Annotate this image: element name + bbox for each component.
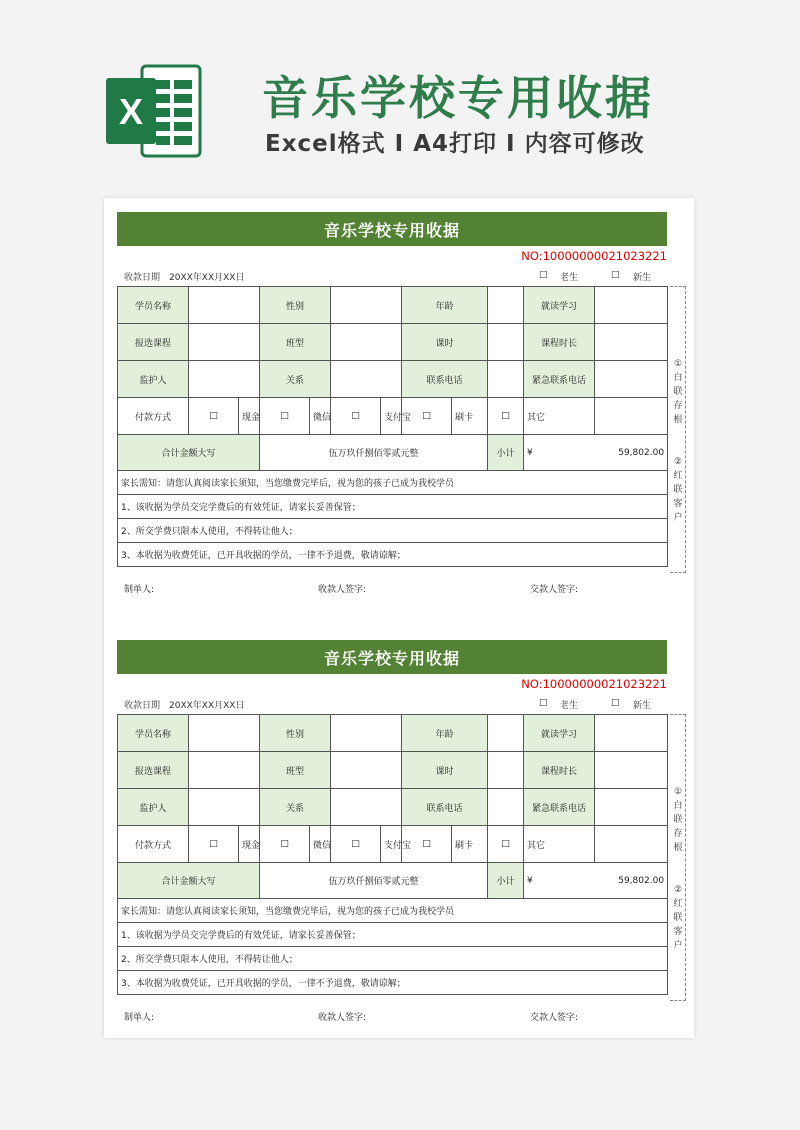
receipt-table (117, 714, 668, 995)
gender-label: 性别 (260, 715, 331, 752)
payee-signature-label: 收款人签字: (318, 585, 367, 595)
subtotal-value-cell[interactable] (524, 435, 668, 471)
date-label: 收款日期 (124, 273, 161, 283)
payment-method-label: 付款方式 (118, 398, 189, 435)
currency-symbol: ¥ (527, 875, 533, 886)
other-checkbox[interactable]: □ (488, 398, 524, 435)
phone-field[interactable] (488, 361, 524, 398)
page-title: 音乐学校专用收据 (262, 71, 654, 125)
maker-signature-label: 制单人: (124, 585, 155, 595)
new-student-label: 新生 (633, 273, 652, 283)
lesson-hours-label: 课时 (402, 752, 488, 789)
signature-row (117, 1010, 667, 1026)
phone-field[interactable] (488, 789, 524, 826)
new-student-label: 新生 (633, 701, 652, 711)
subtotal-value: 59,802.00 (618, 447, 665, 458)
student-name-label: 学员名称 (118, 287, 189, 324)
student-name-label: 学员名称 (118, 715, 189, 752)
receipt-stub (670, 286, 686, 573)
class-type-field[interactable] (331, 324, 402, 361)
guardian-field[interactable] (189, 789, 260, 826)
signature-row (117, 582, 667, 598)
emergency-phone-field[interactable] (595, 361, 668, 398)
total-words-label: 合计金额大写 (118, 863, 260, 899)
excel-logo-letter: X (118, 91, 144, 132)
student-name-field[interactable] (189, 715, 260, 752)
study-field[interactable] (595, 715, 668, 752)
subtotal-value-cell[interactable] (524, 863, 668, 899)
notice-line: 2、所交学费只限本人使用，不得转让他人； (118, 947, 668, 971)
card-checkbox[interactable]: □ (402, 826, 452, 863)
wechat-label: 微信 (310, 398, 331, 435)
relation-label: 关系 (260, 789, 331, 826)
age-field[interactable] (488, 715, 524, 752)
receipt-stub (670, 714, 686, 1001)
gender-label: 性别 (260, 287, 331, 324)
emergency-phone-label: 紧急联系电话 (524, 789, 595, 826)
other-checkbox[interactable]: □ (488, 826, 524, 863)
date-value[interactable]: 20XX年XX月XX日 (169, 273, 245, 283)
card-label: 刷卡 (452, 398, 488, 435)
payment-method-label: 付款方式 (118, 826, 189, 863)
study-field[interactable] (595, 287, 668, 324)
lesson-hours-field[interactable] (488, 324, 524, 361)
lesson-hours-label: 课时 (402, 324, 488, 361)
new-student-checkbox[interactable]: □ (611, 698, 620, 708)
stub-white-copy: ① 白 联 存 根 (673, 787, 683, 853)
phone-label: 联系电话 (402, 361, 488, 398)
other-label: 其它 (524, 826, 595, 863)
maker-signature-label: 制单人: (124, 1013, 155, 1023)
old-student-checkbox[interactable]: □ (539, 698, 548, 708)
emergency-phone-label: 紧急联系电话 (524, 361, 595, 398)
card-label: 刷卡 (452, 826, 488, 863)
relation-label: 关系 (260, 361, 331, 398)
course-label: 报选课程 (118, 752, 189, 789)
notice-line: 2、所交学费只限本人使用，不得转让他人； (118, 519, 668, 543)
receipt-title: 音乐学校专用收据 (117, 640, 667, 674)
excel-icon (104, 62, 204, 160)
receipt (104, 626, 694, 1036)
receipt-date-row (117, 268, 667, 286)
new-student-checkbox[interactable]: □ (611, 270, 620, 280)
study-label: 就读学习 (524, 287, 595, 324)
payer-signature-label: 交款人签字: (530, 1013, 579, 1023)
page-header (0, 0, 800, 195)
notice-line: 1、该收据为学员交完学费后的有效凭证，请家长妥善保管； (118, 495, 668, 519)
course-duration-field[interactable] (595, 752, 668, 789)
lesson-hours-field[interactable] (488, 752, 524, 789)
page-subtitle: Excel格式 I A4打印 I 内容可修改 (265, 131, 645, 157)
subtotal-label: 小计 (488, 435, 524, 471)
alipay-label: 支付宝 (381, 826, 402, 863)
course-duration-field[interactable] (595, 324, 668, 361)
cash-checkbox[interactable]: □ (189, 398, 239, 435)
cash-label: 现金 (239, 398, 260, 435)
stub-red-copy: ② 红 联 客 户 (673, 885, 683, 951)
receipt-table (117, 286, 668, 567)
wechat-label: 微信 (310, 826, 331, 863)
subtotal-value: 59,802.00 (618, 875, 665, 886)
alipay-label: 支付宝 (381, 398, 402, 435)
class-type-label: 班型 (260, 324, 331, 361)
class-type-field[interactable] (331, 752, 402, 789)
receipt-title: 音乐学校专用收据 (117, 212, 667, 246)
guardian-label: 监护人 (118, 789, 189, 826)
date-value[interactable]: 20XX年XX月XX日 (169, 701, 245, 711)
a4-paper (104, 198, 694, 1038)
course-label: 报选课程 (118, 324, 189, 361)
card-checkbox[interactable]: □ (402, 398, 452, 435)
emergency-phone-field[interactable] (595, 789, 668, 826)
receipt-number: NO:10000000021023221 (521, 677, 667, 691)
total-words-value[interactable]: 伍万玖仟捌佰零贰元整 (260, 863, 488, 899)
phone-label: 联系电话 (402, 789, 488, 826)
payment-blank (595, 398, 668, 435)
payer-signature-label: 交款人签字: (530, 585, 579, 595)
receipt-number: NO:10000000021023221 (521, 249, 667, 263)
gender-field[interactable] (331, 715, 402, 752)
notice-line: 3、本收据为收费凭证，已开具收据的学员，一律不予退费，敬请谅解； (118, 543, 668, 567)
total-words-value[interactable]: 伍万玖仟捌佰零贰元整 (260, 435, 488, 471)
guardian-label: 监护人 (118, 361, 189, 398)
subtotal-label: 小计 (488, 863, 524, 899)
stub-red-copy: ② 红 联 客 户 (673, 457, 683, 523)
notice-line: 家长需知：请您认真阅读家长须知，当您缴费完毕后，视为您的孩子已成为我校学员 (118, 471, 668, 495)
wechat-checkbox[interactable]: □ (260, 398, 310, 435)
wechat-checkbox[interactable]: □ (260, 826, 310, 863)
notice-line: 3、本收据为收费凭证，已开具收据的学员，一律不予退费，敬请谅解； (118, 971, 668, 995)
receipt (104, 198, 694, 608)
course-duration-label: 课程时长 (524, 752, 595, 789)
date-label: 收款日期 (124, 701, 161, 711)
age-label: 年龄 (402, 287, 488, 324)
cash-checkbox[interactable]: □ (189, 826, 239, 863)
cash-label: 现金 (239, 826, 260, 863)
other-label: 其它 (524, 398, 595, 435)
course-field[interactable] (189, 752, 260, 789)
currency-symbol: ¥ (527, 447, 533, 458)
relation-field[interactable] (331, 361, 402, 398)
notice-line: 1、该收据为学员交完学费后的有效凭证，请家长妥善保管； (118, 923, 668, 947)
gender-field[interactable] (331, 287, 402, 324)
old-student-label: 老生 (560, 701, 579, 711)
guardian-field[interactable] (189, 361, 260, 398)
old-student-checkbox[interactable]: □ (539, 270, 548, 280)
course-field[interactable] (189, 324, 260, 361)
age-field[interactable] (488, 287, 524, 324)
old-student-label: 老生 (560, 273, 579, 283)
alipay-checkbox[interactable]: □ (331, 398, 381, 435)
total-words-label: 合计金额大写 (118, 435, 260, 471)
stub-white-copy: ① 白 联 存 根 (673, 359, 683, 425)
study-label: 就读学习 (524, 715, 595, 752)
age-label: 年龄 (402, 715, 488, 752)
payment-blank (595, 826, 668, 863)
class-type-label: 班型 (260, 752, 331, 789)
notice-line: 家长需知：请您认真阅读家长须知，当您缴费完毕后，视为您的孩子已成为我校学员 (118, 899, 668, 923)
course-duration-label: 课程时长 (524, 324, 595, 361)
student-name-field[interactable] (189, 287, 260, 324)
alipay-checkbox[interactable]: □ (331, 826, 381, 863)
relation-field[interactable] (331, 789, 402, 826)
payee-signature-label: 收款人签字: (318, 1013, 367, 1023)
receipt-date-row (117, 696, 667, 714)
